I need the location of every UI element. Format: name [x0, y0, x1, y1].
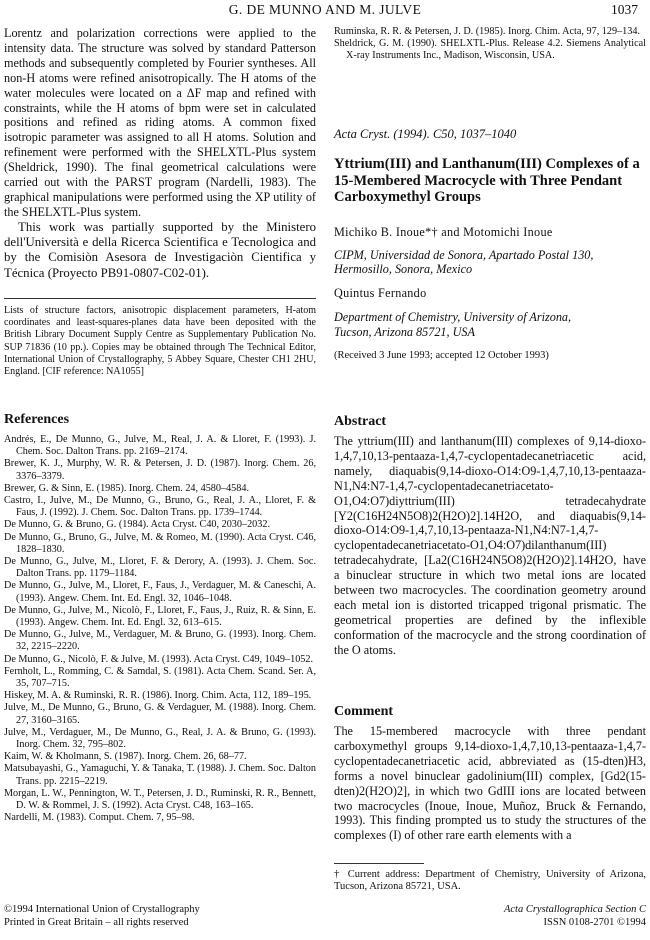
article-title: Yttrium(III) and Lanthanum(III) Complexes of a 15-Membered Macrocycle with Three Pendant Carboxymethyl Groups: [334, 156, 640, 205]
comment-block: [334, 704, 646, 843]
reference-item: De Munno, G., Julve, M., Lloret, F., Faus, J., Verdaguer, M. & Caneschi, A. (1993). Angew. Chem. Int. Ed. Engl. 32, 1046–1048.: [4, 580, 316, 604]
footnote-block: [334, 863, 646, 893]
reference-item: Castro, I., Julve, M., De Munno, G., Bruno, G., Real, J. A., Lloret, F. & Faus, J. (1992). J. Chem. Soc. Dalton Trans. pp. 1739–1744.: [4, 495, 316, 519]
reference-item: Matsubayashi, G., Yamaguchi, Y. & Tanaka, T. (1988). J. Chem. Soc. Dalton Trans. pp. 2215–2219.: [4, 763, 316, 787]
right-footer: [334, 904, 646, 929]
reference-item: De Munno, G., Nicolò, F. & Julve, M. (1993). Acta Cryst. C49, 1049–1052.: [4, 653, 314, 665]
reference-item: Andrés, E., De Munno, G., Julve, M., Real, J. A. & Lloret, F. (1993). J. Chem. Soc. Dalton Trans. pp. 2169–2174.: [4, 434, 316, 458]
affiliation-1-line1: CIPM, Universidad de Sonora, Apartado Postal 130,: [334, 247, 594, 262]
reference-item: De Munno, G., Julve, M., Verdaguer, M. & Bruno, G. (1993). Inorg. Chem. 32, 2215–2220.: [4, 629, 316, 653]
reference-item: Julve, M., Verdaguer, M., De Munno, G., Real, J. A. & Bruno, G. (1993). Inorg. Chem. 32, 795–802.: [4, 726, 316, 751]
reference-item: Morgan, L. W., Pennington, W. T., Petersen, J. D., Ruminski, R. R., Bennett, D. W. & Rommel, J. S. (1992). Acta Cryst. C48, 163–165.: [4, 787, 316, 812]
deposit-block: [4, 298, 316, 378]
reference-item: De Munno, G., Julve, M., Lloret, F. & Derory, A. (1993). J. Chem. Soc. Dalton Trans. pp. 1179–1184.: [4, 556, 316, 580]
comment-heading: Comment: [334, 704, 394, 719]
copyright-line: ©1994 International Union of Crystallography: [4, 904, 200, 915]
references-heading: References: [4, 412, 70, 427]
reference-item: De Munno, G. & Bruno, G. (1984). Acta Cryst. C40, 2030–2032.: [4, 519, 270, 531]
reference-item: Fernholt, L., Romming, C. & Samdal, S. (1981). Acta Chem. Scand. Ser. A, 35, 707–715.: [4, 665, 316, 690]
acknowledgement-paragraph: This work was partially supported by the Ministero dell'Università e della Ricerca Scientifica e Tecnologica and by the Comisiòn Asesora de Investigaciòn Cientifica y Técnica (Proyecto PB91-0807-C02-01).: [4, 220, 316, 280]
reference-item: Brewer, K. J., Murphy, W. R. & Petersen, J. D. (1987). Inorg. Chem. 26, 3376–3379.: [4, 458, 316, 482]
left-footer: [4, 904, 316, 929]
page-number: 1037: [611, 2, 638, 17]
received-dates: (Received 3 June 1993; accepted 12 October 1993): [334, 350, 549, 362]
article-header: [334, 127, 646, 361]
abstract-block: [334, 414, 646, 658]
affiliation-1-line2: Hermosillo, Sonora, Mexico: [334, 262, 473, 277]
references-list: [4, 434, 316, 825]
reference-item: Julve, M., De Munno, G., Bruno, G. & Verdaguer, M. (1988). Inorg. Chem. 27, 3160–3165.: [4, 702, 316, 726]
affiliation-1: [334, 248, 646, 278]
reference-item: De Munno, G., Julve, M., Nicolò, F., Lloret, F., Faus, J., Ruiz, R. & Sinn, E. (1993). Angew. Chem. Int. Ed. Engl. 32, 613–615.: [4, 604, 316, 629]
left-column-ack: [4, 220, 316, 281]
issn-line: ISSN 0108-2701 ©1994: [543, 916, 646, 928]
reference-item: Sheldrick, G. M. (1990). SHELXTL-Plus. Release 4.2. Siemens Analytical X-ray Instruments Inc., Madison, Wisconsin, USA.: [334, 38, 646, 62]
reference-item: Hiskey, M. A. & Ruminski, R. R. (1986). Inorg. Chim. Acta, 112, 189–195.: [4, 690, 312, 702]
reference-item: Kaim, W. & Kholmann, S. (1987). Inorg. Chem. 26, 68–77.: [4, 751, 247, 763]
journal-name: Acta Crystallographica Section C: [503, 904, 646, 915]
deposit-note: Lists of structure factors, anisotropic displacement parameters, H-atom coordinates and least-squares-planes data have been deposited with the British Library Document Supply Centre as Supplementary Publication No. SUP 71836 (10 pp.). Copies may be obtained through The Technical Editor, International Union of Crystallography, 5 Abbey Square, Chester CH1 2HU, England. [CIF reference: NA1055]: [4, 305, 316, 378]
printed-line: Printed in Great Britain – all rights reserved: [4, 916, 189, 928]
deposit-rule: [4, 298, 316, 299]
affiliation-2-line1: Department of Chemistry, University of Arizona,: [334, 310, 572, 325]
footnote: † Current address: Department of Chemistry, University of Arizona, Tucson, Arizona 85721, USA.: [334, 869, 646, 893]
reference-item: Ruminska, R. R. & Petersen, J. D. (1985). Inorg. Chim. Acta, 97, 129–134.: [334, 26, 640, 37]
abstract-heading: Abstract: [334, 414, 387, 429]
right-column-refs: [334, 26, 646, 63]
affiliation-2-line2: Tucson, Arizona 85721, USA: [334, 325, 475, 340]
reference-item: Brewer, G. & Sinn, E. (1985). Inorg. Chem. 24, 4580–4584.: [4, 482, 250, 494]
left-column: [4, 26, 316, 220]
running-header: [0, 0, 650, 22]
comment-paragraph: The 15-membered macrocycle with three pendant carboxymethyl groups 9,14-dioxo-1,4,7,10,13-pentaaza-1,4,7-cyclopentadecanetriacetic acid, abbreviated as (15-dten)H3, forms a novel binuclear gadolinium(III) complex, [Gd2(15-dten)2(H2O)2], in which two GdIII ions are located between two macrocycles (Inoue, Inoue, Muñoz, Bruck & Fernando, 1993). This finding prompted us to study the structures of the complexes (I) of other rare earth elements with a: [334, 724, 646, 843]
affiliation-2: [334, 310, 646, 340]
reference-item: De Munno, G., Bruno, G., Julve, M. & Romeo, M. (1990). Acta Cryst. C46, 1828–1830.: [4, 531, 316, 555]
article-author-3: Quintus Fernando: [334, 286, 427, 301]
references-block: [4, 412, 316, 825]
abstract-paragraph: The yttrium(III) and lanthanum(III) complexes of 9,14-dioxo-1,4,7,10,13-pentaaza-1,4,7-cyclopentadecanetriacetic acid, namely, diaquabis(9,14-dioxo-O14:O9-1,4,7,10,13-pentaaza-N1,N4:N7-1,4,7-cyclopentadecanetriacetato-O1,O4:O7)diyttrium(III) tetradecahydrate [Y2(C16H24N5O8)2(H2O)2].14H2O, and diaquabis(9,14-dioxo-O14:O9-1,4,7,10,13-pentaaza-N1,N4:N7-1,4,7-cyclopentadecanetriacetato-O1,O4:O7)dilanthanum(III) tetradecahydrate, [La2(C16H24N5O8)2(H2O)2].14H2O, have a binuclear structure in which two metal ions are located between two macrocycles. The coordination geometry around each metal ion is distorted tricapped trigonal prismatic. The geometrical properties are defined by the inflexible conformation of the macrocycle and the strong coordination of the O atoms.: [334, 434, 646, 657]
reference-item: Nardelli, M. (1983). Comput. Chem. 7, 95–98.: [4, 812, 195, 824]
experimental-paragraph: Lorentz and polarization corrections were applied to the intensity data. The structure was solved by standard Patterson methods and subsequently completed by Fourier syntheses. All non-H atoms were refined anisotropically. The H atoms of the water molecules were located on a ΔF map and refined with constraints, while the H atoms of bpm were set in calculated positions and refined as riding atoms. A common fixed isotropic parameter was assigned to all H atoms. Solution and refinement were performed with the SHELXTL-Plus system (Sheldrick, 1990). The final geometrical calculations were carried out with the PARST program (Nardelli, 1983). The graphical manipulations were performed using the XP utility of the SHELXTL-Plus system.: [4, 26, 316, 219]
running-title: G. DE MUNNO AND M. JULVE: [228, 2, 422, 17]
references-continued: [334, 26, 646, 63]
article-citation: Acta Cryst. (1994). C50, 1037–1040: [334, 127, 517, 141]
article-authors: Michiko B. Inoue*† and Motomichi Inoue: [334, 224, 553, 239]
footnote-rule: [334, 863, 424, 864]
